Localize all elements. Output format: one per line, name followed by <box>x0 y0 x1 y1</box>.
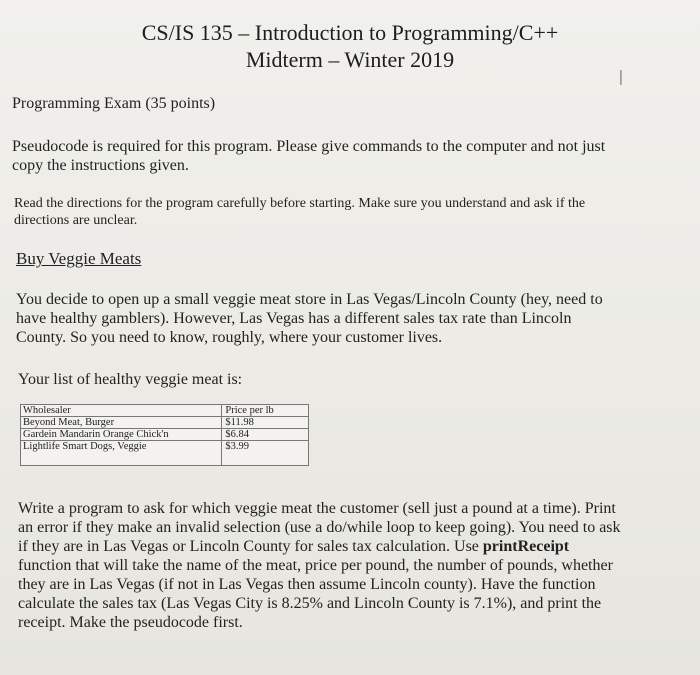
table-cell-name: Beyond Meat, Burger <box>21 417 222 429</box>
table-header-price: Price per lb <box>222 405 309 417</box>
task-line3 <box>18 537 569 556</box>
task-line1: Write a program to ask for which veggie meat the customer (sell just a pound at a time). Print <box>18 500 616 517</box>
intro-line1: You decide to open up a small veggie meat store in Las Vegas/Lincoln County (hey, need to <box>16 291 603 308</box>
section-title: Buy Veggie Meats <box>16 249 142 268</box>
table-cell-price: $11.98 <box>222 417 309 429</box>
exam-heading: Programming Exam (35 points) <box>12 95 216 112</box>
table-header-row <box>21 405 309 417</box>
table-cell-name: Lightlife Smart Dogs, Veggie <box>21 441 222 466</box>
table-row <box>21 429 309 441</box>
directions-note-line2: directions are unclear. <box>14 213 138 228</box>
list-intro: Your list of healthy veggie meat is: <box>18 371 243 388</box>
course-title: CS/IS 135 – Introduction to Programming/C++ <box>141 20 559 45</box>
table-header-wholesaler: Wholesaler <box>21 405 222 417</box>
task-line5: they are in Las Vegas (if not in Las Vegas then assume Lincoln county). Have the function <box>18 576 596 593</box>
directions-note-line1: Read the directions for the program carefully before starting. Make sure you understand and ask if the <box>14 196 586 211</box>
task-line7: receipt. Make the pseudocode first. <box>18 614 243 631</box>
table-cell-price: $6.84 <box>222 429 309 441</box>
exam-subtitle: Midterm – Winter 2019 <box>245 47 455 72</box>
table-row <box>21 417 309 429</box>
pseudocode-note-line1: Pseudocode is required for this program. Please give commands to the computer and not just <box>12 138 606 155</box>
task-line4: function that will take the name of the meat, price per pound, the number of pounds, whether <box>18 557 613 574</box>
table-cell-name: Gardein Mandarin Orange Chick'n <box>21 429 222 441</box>
table-row <box>21 441 309 466</box>
text-cursor-icon: I <box>618 66 624 90</box>
function-name: printReceipt <box>482 538 570 555</box>
intro-line2: have healthy gamblers). However, Las Vegas has a different sales tax rate than Lincoln <box>16 310 572 327</box>
table-cell-price: $3.99 <box>222 441 309 466</box>
veggie-meat-table <box>20 404 309 466</box>
pseudocode-note-line2: copy the instructions given. <box>12 157 189 174</box>
task-line6: calculate the sales tax (Las Vegas City is 8.25% and Lincoln County is 7.1%), and print the <box>18 595 602 612</box>
task-line2: an error if they make an invalid selection (use a do/while loop to keep going). You need to ask <box>18 519 621 536</box>
task-line3-text: if they are in Las Vegas or Lincoln County for sales tax calculation. Use <box>18 538 483 555</box>
intro-line3: County. So you need to know, roughly, where your customer lives. <box>16 329 443 346</box>
